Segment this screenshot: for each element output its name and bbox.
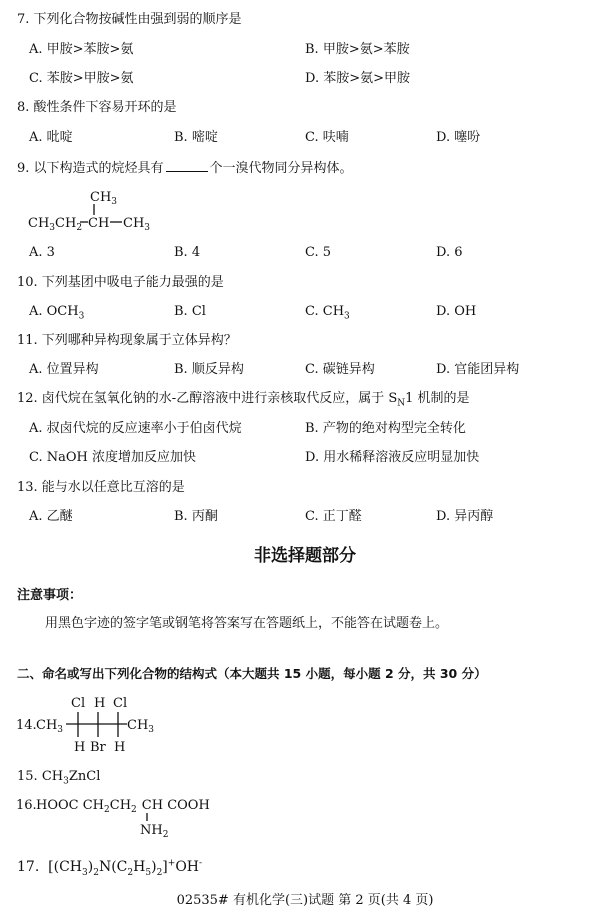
q10-option-a: A. $OCH_3$ — [29, 304, 85, 322]
q11-option-d: D. 官能团异构 — [436, 362, 520, 377]
q9-option-b: B. 4 — [174, 245, 201, 260]
q7-stem: 7. 下列化合物按碱性由强到弱的顺序是 — [17, 12, 242, 27]
q9-stem — [17, 159, 353, 177]
q9-struct-ch: CH — [88, 216, 110, 231]
q9-option-d: D. 6 — [436, 245, 463, 260]
q11-stem: 11. 下列哪种异构现象属于立体异构？ — [17, 333, 237, 348]
q9-structure — [20, 184, 180, 234]
q16-formula: HOOC $CH_2CH_2$ CH COOH — [36, 798, 210, 815]
q8-option-d: D. 噻吩 — [436, 130, 481, 145]
q14-left-ch3: $CH_3$ — [36, 718, 64, 735]
q7-option-b: B. 甲胺>氨>苯胺 — [305, 42, 410, 57]
q14-bottom-1: H — [74, 740, 86, 755]
q14-number: 14. — [16, 718, 37, 733]
q12-option-d: D. 用水稀释溶液反应明显加快 — [305, 450, 480, 465]
q11-option-a: A. 位置异构 — [29, 362, 99, 377]
q13-option-a: A. 乙醚 — [29, 509, 73, 524]
q11-option-b: B. 顺反异构 — [174, 362, 244, 377]
q7-option-d: D. 苯胺>氨>甲胺 — [305, 71, 411, 86]
q9-stem-post: 个一溴代物同分异构体。 — [209, 161, 353, 176]
page-footer: 02535# 有机化学(三)试题 第 2 页(共 4 页) — [176, 893, 434, 908]
q13-stem: 13. 能与水以任意比互溶的是 — [17, 480, 185, 495]
q13-option-c: C. 正丁醛 — [305, 509, 362, 524]
q12-option-a: A. 叔卤代烷的反应速率小于伯卤代烷 — [29, 421, 242, 436]
q14-bottom-2: Br — [90, 740, 106, 755]
q15: 15. $CH_3ZnCl$ — [17, 769, 101, 787]
q17: 17. $[(CH_3)_2N(C_2H_5)_2]^+OH^-$ — [17, 858, 203, 878]
q14-structure — [14, 694, 184, 756]
q14-top-2: H — [94, 696, 106, 711]
q9-struct-top: $CH_3$ — [90, 190, 118, 207]
q14-bottom-3: H — [114, 740, 126, 755]
q7-option-c: C. 苯胺>甲胺>氨 — [29, 71, 134, 86]
q9-struct-main: $CH_3CH_2$ — [28, 216, 83, 233]
q11-option-c: C. 碳链异构 — [305, 362, 375, 377]
q10-option-d: D. OH — [436, 304, 477, 319]
notice-text: 用黑色字迹的签字笔或钢笔将答案写在答题纸上，不能答在试题卷上。 — [45, 616, 449, 631]
q10-option-b: B. Cl — [174, 304, 206, 319]
q13-option-d: D. 异丙醇 — [436, 509, 494, 524]
q16-number: 16. — [16, 798, 37, 813]
q9-struct-ch3: $CH_3$ — [123, 216, 151, 233]
part2-heading: 二、命名或写出下列化合物的结构式（本大题共 15 小题，每小题 2 分，共 30 分） — [17, 666, 487, 681]
q14-top-3: Cl — [113, 696, 128, 711]
q12-option-b: B. 产物的绝对构型完全转化 — [305, 421, 466, 436]
q8-option-b: B. 嘧啶 — [174, 130, 218, 145]
q16-structure — [14, 794, 224, 842]
q7-option-a: A. 甲胺>苯胺>氨 — [29, 42, 134, 57]
q10-stem: 10. 下列基团中吸电子能力最强的是 — [17, 275, 224, 290]
q14-top-1: Cl — [71, 696, 86, 711]
q9-stem-pre: 9. 以下构造式的烷烃具有 — [17, 161, 164, 176]
q9-answer-blank — [166, 159, 208, 172]
q9-option-a: A. 3 — [29, 245, 55, 260]
section-title: 非选择题部分 — [254, 546, 356, 566]
q8-option-c: C. 呋喃 — [305, 130, 349, 145]
notice-heading: 注意事项： — [17, 588, 83, 603]
q10-option-c: C. $CH_3$ — [305, 304, 350, 322]
q16-nh2: $NH_2$ — [140, 823, 169, 840]
q12-option-c: C. NaOH 浓度增加反应加快 — [29, 450, 197, 465]
q9-option-c: C. 5 — [305, 245, 332, 260]
q8-stem: 8. 酸性条件下容易开环的是 — [17, 100, 177, 115]
q8-option-a: A. 吡啶 — [29, 130, 73, 145]
q13-option-b: B. 丙酮 — [174, 509, 218, 524]
q12-stem: 12. 卤代烷在氢氧化钠的水-乙醇溶液中进行亲核取代反应，属于 $S_N1$ 机制的是 — [17, 391, 470, 409]
q14-right-ch3: $CH_3$ — [127, 718, 155, 735]
